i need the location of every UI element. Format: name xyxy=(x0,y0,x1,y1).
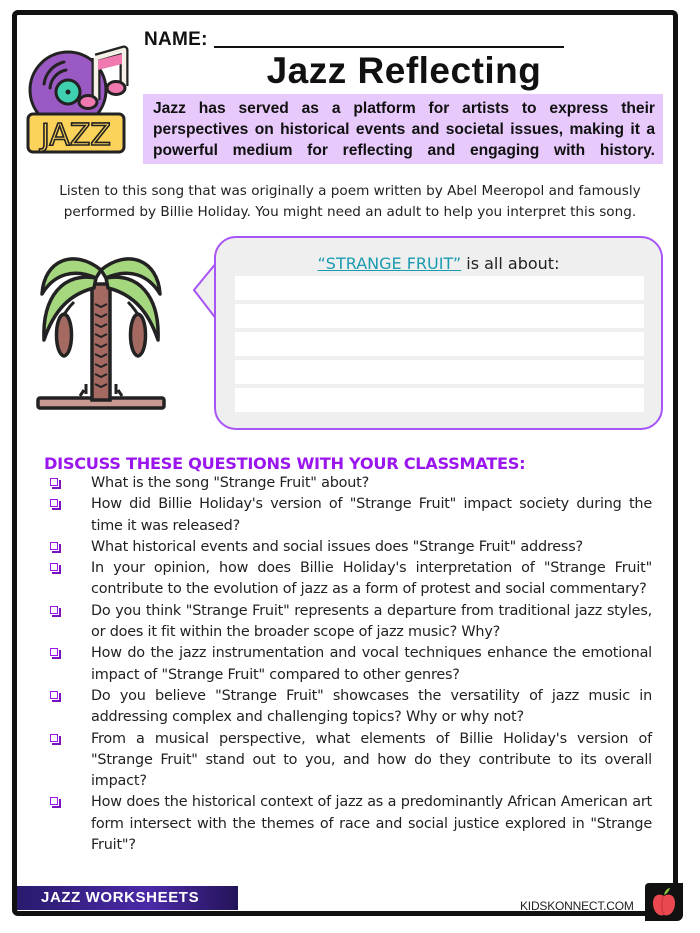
answer-line-3[interactable] xyxy=(235,332,644,356)
answer-line-2[interactable] xyxy=(235,304,644,328)
answer-line-5[interactable] xyxy=(235,388,644,412)
bubble-prompt-suffix: is all about: xyxy=(461,254,560,273)
strange-fruit-song-link[interactable]: “STRANGE FRUIT” xyxy=(317,254,462,273)
answer-line-4[interactable] xyxy=(235,360,644,384)
brand-tab xyxy=(645,883,683,921)
apple-icon xyxy=(645,883,683,921)
bubble-prompt xyxy=(216,254,661,273)
question-item: How does the historical context of jazz as a predominantly African American art form intersect with the themes of race and social justice explored in "Strange Fruit"? xyxy=(50,792,652,856)
question-item: Do you think "Strange Fruit" represents a departure from traditional jazz styles, or does it fit within the broader scope of jazz music? Why? xyxy=(50,601,652,644)
question-item: What historical events and social issues does "Strange Fruit" address? xyxy=(50,537,652,558)
question-item: How did Billie Holiday's version of "Strange Fruit" impact society during the time it was released? xyxy=(50,494,652,537)
name-row xyxy=(144,25,564,51)
jazz-worksheets-tag: JAZZ WORKSHEETS xyxy=(17,886,238,910)
question-item: What is the song "Strange Fruit" about? xyxy=(50,473,652,494)
question-item: Do you believe "Strange Fruit" showcases the versatility of jazz music in addressing complex and challenging topics? Why or why not? xyxy=(50,686,652,729)
jazz-logo-icon xyxy=(24,44,132,156)
checkbox-icon[interactable] xyxy=(50,478,60,488)
question-item: In your opinion, how does Billie Holiday's interpretation of "Strange Fruit" contribute to the evolution of jazz as a form of protest and social commentary? xyxy=(50,558,652,601)
question-item: How do the jazz instrumentation and vocal techniques enhance the emotional impact of "Strange Fruit" compared to other genres? xyxy=(50,643,652,686)
name-input-line[interactable] xyxy=(214,28,564,48)
intro-box: Jazz has served as a platform for artists to express their perspectives on historical events and societal issues, making it a powerful medium for reflecting and engaging with history. xyxy=(143,94,663,164)
discussion-questions xyxy=(50,473,652,856)
checkbox-icon[interactable] xyxy=(50,542,60,552)
checkbox-icon[interactable] xyxy=(50,606,60,616)
question-item: From a musical perspective, what elements of Billie Holiday's version of "Strange Fruit" stand out to you, and how do they contribute to its overall impact? xyxy=(50,729,652,793)
answer-lines xyxy=(235,276,644,416)
checkbox-icon[interactable] xyxy=(50,797,60,807)
discussion-heading: DISCUSS THESE QUESTIONS WITH YOUR CLASSMATES: xyxy=(44,454,526,473)
page-title: Jazz Reflecting xyxy=(266,50,542,91)
checkbox-icon[interactable] xyxy=(50,648,60,658)
checkbox-icon[interactable] xyxy=(50,734,60,744)
checkbox-icon[interactable] xyxy=(50,691,60,701)
checkbox-icon[interactable] xyxy=(50,563,60,573)
date-palm-tree-icon xyxy=(34,244,168,414)
instructions-text: Listen to this song that was originally a poem written by Abel Meeropol and famously performed by Billie Holiday. You might need an adult to help you interpret this song. xyxy=(59,183,641,220)
speech-bubble xyxy=(214,236,663,430)
svg-text:JAZZ: JAZZ xyxy=(41,118,111,153)
kidskonnect-site-label: KIDSKONNECT.COM xyxy=(520,899,634,913)
checkbox-icon[interactable] xyxy=(50,499,60,509)
answer-line-1[interactable] xyxy=(235,276,644,300)
name-label: NAME: xyxy=(144,29,208,50)
